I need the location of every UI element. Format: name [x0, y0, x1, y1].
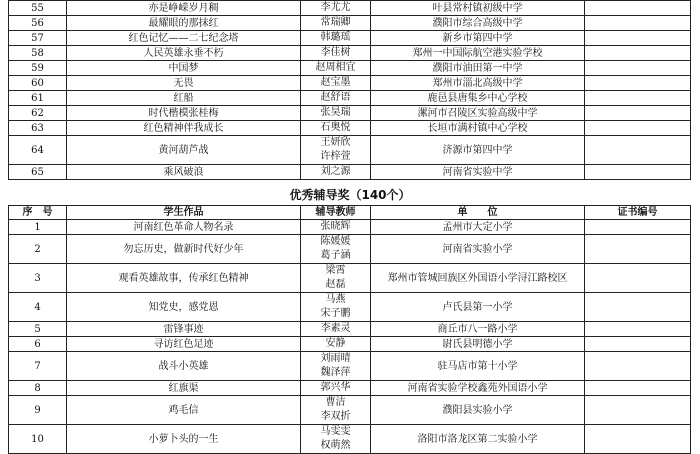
table-row	[9, 106, 691, 121]
header-work: 学生作品	[67, 206, 301, 220]
unit-name: 驻马店市第十小学	[371, 352, 585, 381]
unit-name: 新乡市第四中学	[371, 31, 585, 46]
tutor-award-table	[8, 205, 691, 454]
certificate-number	[585, 165, 691, 180]
certificate-number	[585, 396, 691, 425]
person-names	[301, 381, 371, 396]
work-title: 战斗小英雄	[67, 352, 301, 381]
certificate-number	[585, 61, 691, 76]
person-name: 赵宝墨	[320, 77, 351, 88]
person-name: 韩璐瑶	[320, 32, 351, 43]
certificate-number	[585, 46, 691, 61]
certificate-number	[585, 121, 691, 136]
person-names	[301, 235, 371, 264]
header-teacher: 辅导教师	[301, 206, 371, 220]
certificate-number	[585, 31, 691, 46]
person-name: 李双折	[320, 411, 351, 422]
person-name: 李素灵	[320, 323, 351, 334]
award-table-top	[8, 0, 691, 180]
person-names	[301, 91, 371, 106]
person-names	[301, 16, 371, 31]
table-row	[9, 235, 691, 264]
person-name: 刘雨晴	[320, 353, 351, 364]
table-row	[9, 46, 691, 61]
work-title: 黄河葫芦战	[67, 136, 301, 165]
row-number: 62	[9, 106, 67, 121]
unit-name: 洛阳市洛龙区第二实验小学	[371, 425, 585, 454]
work-title: 红色精神伴我成长	[67, 121, 301, 136]
certificate-number	[585, 293, 691, 322]
work-title: 乘风破浪	[67, 165, 301, 180]
person-name: 王妍欣	[320, 137, 351, 148]
table-row	[9, 61, 691, 76]
work-title: 鸡毛信	[67, 396, 301, 425]
person-names	[301, 322, 371, 337]
person-name: 李佳树	[320, 47, 351, 58]
unit-name: 河南省实验小学	[371, 235, 585, 264]
certificate-number	[585, 136, 691, 165]
person-names	[301, 121, 371, 136]
person-name: 张昊瑞	[320, 107, 351, 118]
header-cert: 证书编号	[585, 206, 691, 220]
person-names	[301, 165, 371, 180]
person-name: 马雯雯	[320, 426, 351, 437]
row-number: 55	[9, 1, 67, 16]
certificate-number	[585, 1, 691, 16]
person-name: 刘之源	[320, 166, 351, 177]
person-name: 常瑞卿	[320, 17, 351, 28]
row-number: 1	[9, 220, 67, 235]
person-name: 葛子涵	[320, 250, 351, 261]
certificate-number	[585, 425, 691, 454]
table-row	[9, 220, 691, 235]
person-name: 马燕	[325, 294, 346, 305]
unit-name: 濮阳市综合高级中学	[371, 16, 585, 31]
person-name: 安静	[325, 338, 346, 349]
work-title: 河南红色革命人物名录	[67, 220, 301, 235]
table-row	[9, 381, 691, 396]
person-name: 权萌然	[320, 440, 351, 451]
person-names	[301, 264, 371, 293]
table-row	[9, 337, 691, 352]
row-number: 60	[9, 76, 67, 91]
certificate-number	[585, 352, 691, 381]
person-names	[301, 337, 371, 352]
person-names	[301, 352, 371, 381]
table-row	[9, 31, 691, 46]
table-row	[9, 76, 691, 91]
certificate-number	[585, 76, 691, 91]
work-title: 知党史，感党恩	[67, 293, 301, 322]
row-number: 57	[9, 31, 67, 46]
person-names	[301, 1, 371, 16]
unit-name: 河南省实验学校鑫苑外国语小学	[371, 381, 585, 396]
unit-name: 长垣市满村镇中心学校	[371, 121, 585, 136]
unit-name: 商丘市八一路小学	[371, 322, 585, 337]
person-name: 赵舒语	[320, 92, 351, 103]
row-number: 2	[9, 235, 67, 264]
table-row	[9, 396, 691, 425]
unit-name: 郑州市淄北高级中学	[371, 76, 585, 91]
certificate-number	[585, 235, 691, 264]
work-title: 无畏	[67, 76, 301, 91]
person-names	[301, 31, 371, 46]
unit-name: 鹿邑县唐集乡中心学校	[371, 91, 585, 106]
certificate-number	[585, 91, 691, 106]
table-row	[9, 136, 691, 165]
person-name: 赵周相宜	[315, 62, 356, 73]
row-number: 3	[9, 264, 67, 293]
work-title: 亦是峥嵘岁月稠	[67, 1, 301, 16]
row-number: 5	[9, 322, 67, 337]
person-names	[301, 61, 371, 76]
row-number: 63	[9, 121, 67, 136]
certificate-number	[585, 106, 691, 121]
work-title: 红船	[67, 91, 301, 106]
person-name: 张晓辉	[320, 221, 351, 232]
person-name: 李尤尤	[320, 2, 351, 13]
certificate-number	[585, 337, 691, 352]
person-names	[301, 136, 371, 165]
unit-name: 孟州市大定小学	[371, 220, 585, 235]
table-row	[9, 91, 691, 106]
certificate-number	[585, 322, 691, 337]
person-name: 赵磊	[325, 279, 346, 290]
work-title: 人民英雄永垂不朽	[67, 46, 301, 61]
unit-name: 郑州市管城回族区外国语小学浔江路校区	[371, 264, 585, 293]
row-number: 65	[9, 165, 67, 180]
row-number: 8	[9, 381, 67, 396]
table-row	[9, 121, 691, 136]
unit-name: 叶县常村镇初级中学	[371, 1, 585, 16]
table-row	[9, 322, 691, 337]
unit-name: 濮阳市油田第一中学	[371, 61, 585, 76]
table-row	[9, 165, 691, 180]
row-number: 56	[9, 16, 67, 31]
person-names	[301, 396, 371, 425]
row-number: 64	[9, 136, 67, 165]
work-title: 中国梦	[67, 61, 301, 76]
work-title: 观看英雄故事，传承红色精神	[67, 264, 301, 293]
work-title: 红旗渠	[67, 381, 301, 396]
table-header-row	[9, 206, 691, 220]
person-name: 许梓萱	[320, 151, 351, 162]
table-row	[9, 352, 691, 381]
table-row	[9, 425, 691, 454]
work-title: 时代楷模张桂梅	[67, 106, 301, 121]
person-names	[301, 76, 371, 91]
unit-name: 卢氏县第一小学	[371, 293, 585, 322]
unit-name: 河南省实验中学	[371, 165, 585, 180]
person-names	[301, 46, 371, 61]
row-number: 59	[9, 61, 67, 76]
work-title: 寻访红色足迹	[67, 337, 301, 352]
table-row	[9, 16, 691, 31]
person-name: 宋子鹏	[320, 308, 351, 319]
work-title: 小萝卜头的一生	[67, 425, 301, 454]
row-number: 10	[9, 425, 67, 454]
table-row	[9, 264, 691, 293]
person-name: 魏泽萍	[320, 367, 351, 378]
person-names	[301, 220, 371, 235]
header-no: 序 号	[9, 206, 67, 220]
unit-name: 济源市第四中学	[371, 136, 585, 165]
person-names	[301, 293, 371, 322]
row-number: 7	[9, 352, 67, 381]
person-name: 郭兴华	[320, 382, 351, 393]
certificate-number	[585, 220, 691, 235]
row-number: 9	[9, 396, 67, 425]
row-number: 61	[9, 91, 67, 106]
row-number: 4	[9, 293, 67, 322]
person-name: 梁霄	[325, 265, 346, 276]
person-name: 陈媛媛	[320, 236, 351, 247]
person-names	[301, 106, 371, 121]
work-title: 最耀眼的那抹红	[67, 16, 301, 31]
unit-name: 漯河市召陵区实验高级中学	[371, 106, 585, 121]
section-title: 优秀辅导奖（140个）	[289, 188, 411, 202]
row-number: 58	[9, 46, 67, 61]
work-title: 雷锋事迹	[67, 322, 301, 337]
certificate-number	[585, 16, 691, 31]
person-names	[301, 425, 371, 454]
unit-name: 濮阳县实验小学	[371, 396, 585, 425]
person-name: 石奥悦	[320, 122, 351, 133]
person-name: 曹洁	[325, 397, 346, 408]
table-row	[9, 1, 691, 16]
certificate-number	[585, 381, 691, 396]
table-row	[9, 293, 691, 322]
row-number: 6	[9, 337, 67, 352]
header-unit: 单 位	[371, 206, 585, 220]
work-title: 勿忘历史，做新时代好少年	[67, 235, 301, 264]
unit-name: 郑州一中国际航空港实验学校	[371, 46, 585, 61]
work-title: 红色记忆——二七纪念塔	[67, 31, 301, 46]
unit-name: 尉氏县明德小学	[371, 337, 585, 352]
certificate-number	[585, 264, 691, 293]
